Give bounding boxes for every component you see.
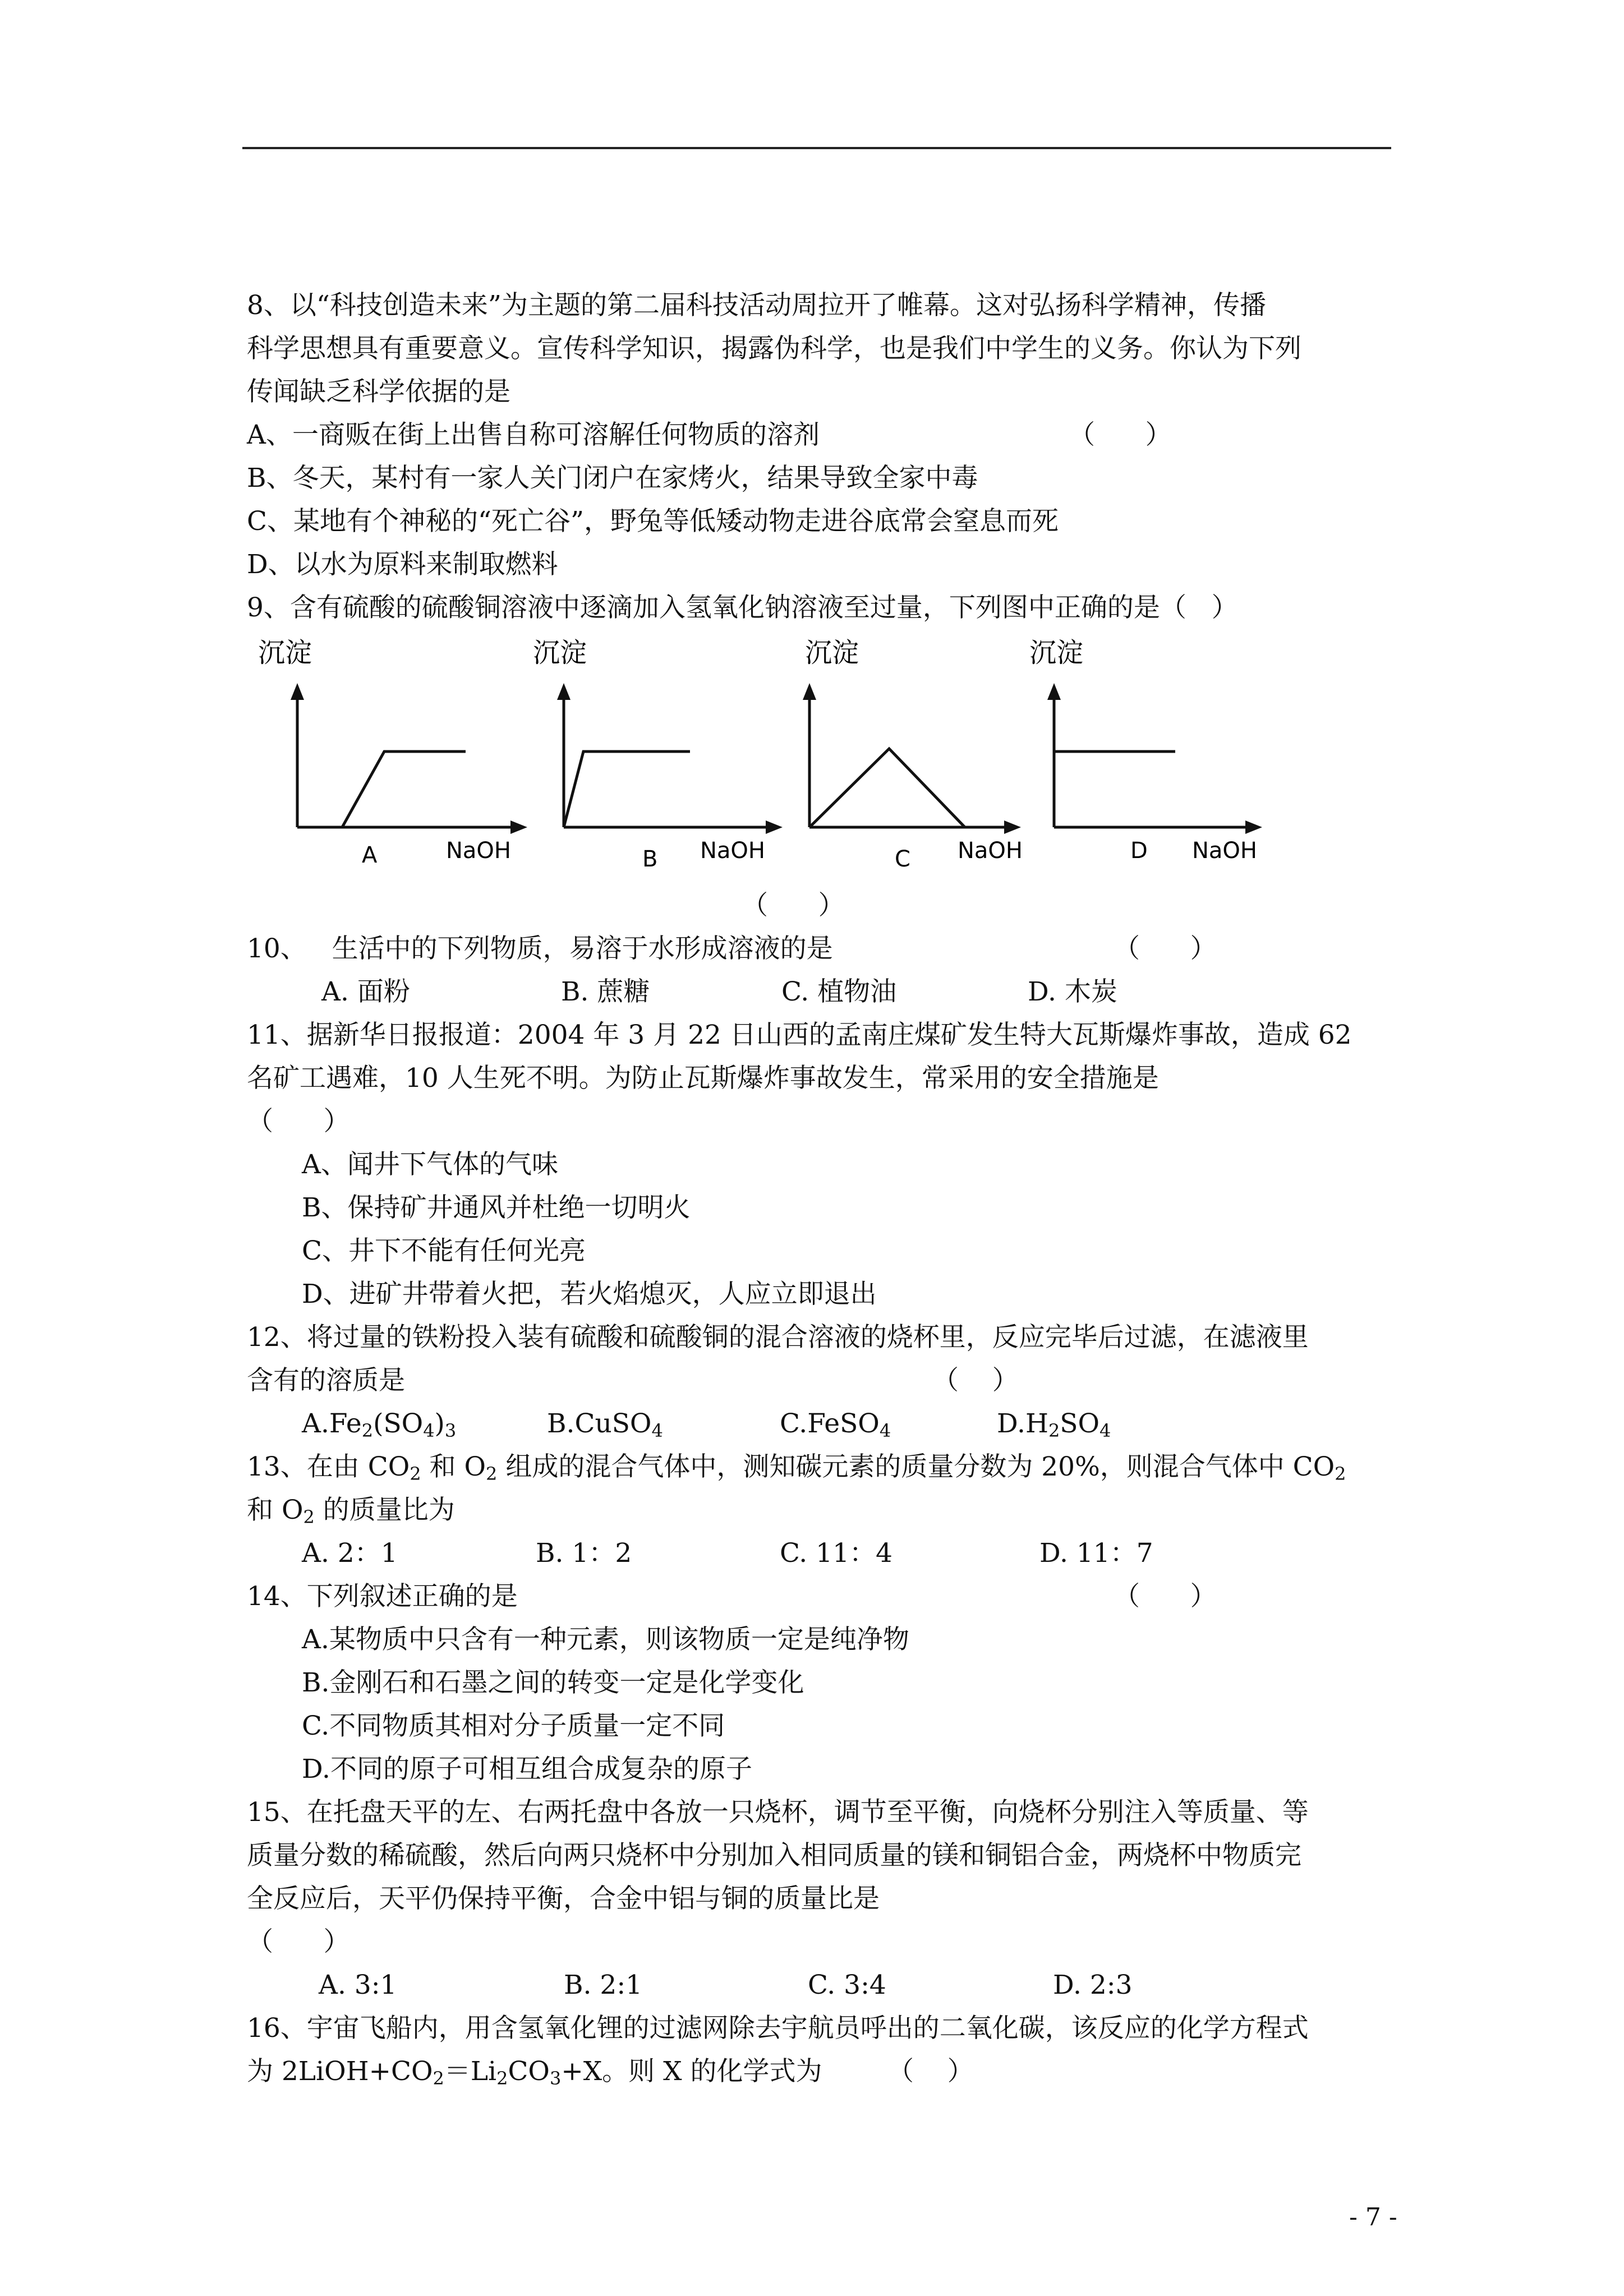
graph-b-letter: B <box>642 846 658 872</box>
q13-option-a: A. 2：1 <box>302 1538 398 1569</box>
q14-option-c: C.不同物质其相对分子质量一定不同 <box>302 1711 725 1741</box>
q15-answer-paren: （ ） <box>247 1926 350 1957</box>
graph-b-curve <box>564 751 690 827</box>
q8-line-2: 科学思想具有重要意义。宣传科学知识，揭露伪科学，也是我们中学生的义务。你认为下列 <box>247 333 1301 364</box>
q12-option-a: $A.Fe_2(SO_4)_3$ <box>302 1408 457 1441</box>
graph-a-letter: A <box>362 842 378 868</box>
q12-answer-paren: （ ） <box>932 1365 1019 1396</box>
graph-c-xlabel: NaOH <box>958 838 1023 864</box>
q14-option-a: A.某物质中只含有一种元素，则该物质一定是纯净物 <box>302 1624 909 1655</box>
q8-line-1: 8、以“科技创造未来”为主题的第二届科技活动周拉开了帷幕。这对弘扬科学精神，传播 <box>247 290 1266 321</box>
graph-c-ylabel: 沉淀 <box>805 637 859 668</box>
graph-d-letter: D <box>1130 838 1148 864</box>
q16-answer-paren: （ ） <box>887 2056 974 2087</box>
q12-line-2: 含有的溶质是 <box>247 1365 405 1396</box>
q14-option-d: D.不同的原子可相互组合成复杂的原子 <box>302 1754 752 1785</box>
q10-option-d: D. 木炭 <box>1028 976 1117 1007</box>
q11-option-c: C、井下不能有任何光亮 <box>302 1235 586 1266</box>
q16-line-1: 16、宇宙飞船内，用含氢氧化锂的过滤网除去宇航员呼出的二氧化碳，该反应的化学方程式 <box>247 2013 1309 2044</box>
q15-line-3: 全反应后，天平仍保持平衡，合金中铝与铜的质量比是 <box>247 1883 880 1914</box>
q11-option-b: B、保持矿井通风并杜绝一切明火 <box>302 1192 691 1223</box>
q8-option-c: C、某地有个神秘的“死亡谷”，野兔等低矮动物走进谷底常会窒息而死 <box>247 506 1059 537</box>
q16-line-2: 为 $2LiOH+CO_2=Li_2CO_3+X$。则 X 的化学式为 <box>247 2056 822 2089</box>
q13-option-b: B. 1：2 <box>536 1538 632 1569</box>
q14-text: 14、下列叙述正确的是 <box>247 1581 518 1612</box>
q10-option-c: C. 植物油 <box>781 976 897 1007</box>
q8-option-d: D、以水为原料来制取燃料 <box>247 549 558 580</box>
q15-option-c: C. 3:4 <box>808 1970 886 2000</box>
q15-option-b: B. 2:1 <box>564 1970 643 2000</box>
graph-d-xlabel: NaOH <box>1192 838 1257 864</box>
q9-graph-a <box>252 634 533 880</box>
q13-line-1: 13、在由 $CO_2$ 和 $O_2$ 组成的混合气体中，测知碳元素的质量分数为 20%，则混合气体中 $CO_2$ <box>247 1451 1346 1484</box>
q12-line-1: 12、将过量的铁粉投入装有硫酸和硫酸铜的混合溶液的烧杯里，反应完毕后过滤，在滤液里 <box>247 1322 1309 1353</box>
q10-option-b: B. 蔗糖 <box>561 976 650 1007</box>
q12-option-b: B.CuSO$_4$ <box>547 1408 663 1441</box>
q9-text: 9、含有硫酸的硫酸铜溶液中逐滴加入氢氧化钠溶液至过量，下列图中正确的是（ ） <box>247 592 1238 623</box>
q8-answer-paren: （ ） <box>1069 419 1172 450</box>
q13-option-d: D. 11：7 <box>1039 1538 1153 1569</box>
q11-answer-paren: （ ） <box>247 1106 350 1137</box>
graph-c-letter: C <box>895 846 910 872</box>
graph-b-ylabel: 沉淀 <box>533 637 587 668</box>
q10-text: 10、 生活中的下列物质，易溶于水形成溶液的是 <box>247 933 833 964</box>
graph-b-xlabel: NaOH <box>700 838 765 864</box>
q11-option-d: D、进矿井带着火把，若火焰熄灭，人应立即退出 <box>302 1279 877 1310</box>
q9-graph-b <box>522 634 802 880</box>
graph-c-curve <box>809 749 965 827</box>
header-rule <box>242 147 1391 149</box>
q10-answer-paren: （ ） <box>1114 933 1217 964</box>
q8-option-b: B、冬天，某村有一家人关门闭户在家烤火，结果导致全家中毒 <box>247 463 978 494</box>
graph-a-ylabel: 沉淀 <box>258 637 312 668</box>
q15-line-2: 质量分数的稀硫酸，然后向两只烧杯中分别加入相同质量的镁和铜铝合金，两烧杯中物质完 <box>247 1840 1301 1871</box>
q12-option-c: C.FeSO$_4$ <box>780 1408 891 1441</box>
q12-option-d: $D.H_2SO_4$ <box>997 1408 1111 1441</box>
q11-line-1: 11、据新华日报报道：2004 年 3 月 22 日山西的孟南庄煤矿发生特大瓦斯爆炸事故，造成 62 <box>247 1020 1352 1050</box>
q15-line-1: 15、在托盘天平的左、右两托盘中各放一只烧杯，调节至平衡，向烧杯分别注入等质量、等 <box>247 1797 1309 1828</box>
q9-graph-c <box>783 634 1063 880</box>
q14-option-b: B.金刚石和石墨之间的转变一定是化学变化 <box>302 1667 804 1698</box>
q8-option-a: A、一商贩在街上出售自称可溶解任何物质的溶剂 <box>247 419 820 450</box>
q13-line-2: 和 $O_2$ 的质量比为 <box>247 1495 455 1528</box>
q9-answer-paren: （ ） <box>742 890 845 921</box>
q10-option-a: A. 面粉 <box>321 976 410 1007</box>
q14-answer-paren: （ ） <box>1114 1581 1217 1612</box>
q15-option-d: D. 2:3 <box>1053 1970 1133 2000</box>
q15-option-a: A. 3:1 <box>319 1970 397 2000</box>
q11-option-a: A、闻井下气体的气味 <box>302 1149 558 1180</box>
graph-a-curve <box>297 751 466 827</box>
graph-d-ylabel: 沉淀 <box>1029 637 1084 668</box>
graph-a-xlabel: NaOH <box>446 838 511 864</box>
q8-line-3: 传闻缺乏科学依据的是 <box>247 376 510 407</box>
q13-option-c: C. 11：4 <box>780 1538 892 1569</box>
page-number: - 7 - <box>1349 2203 1397 2232</box>
q11-line-2: 名矿工遇难，10 人生死不明。为防止瓦斯爆炸事故发生，常采用的安全措施是 <box>247 1063 1159 1094</box>
q9-graph-d <box>1024 634 1304 880</box>
